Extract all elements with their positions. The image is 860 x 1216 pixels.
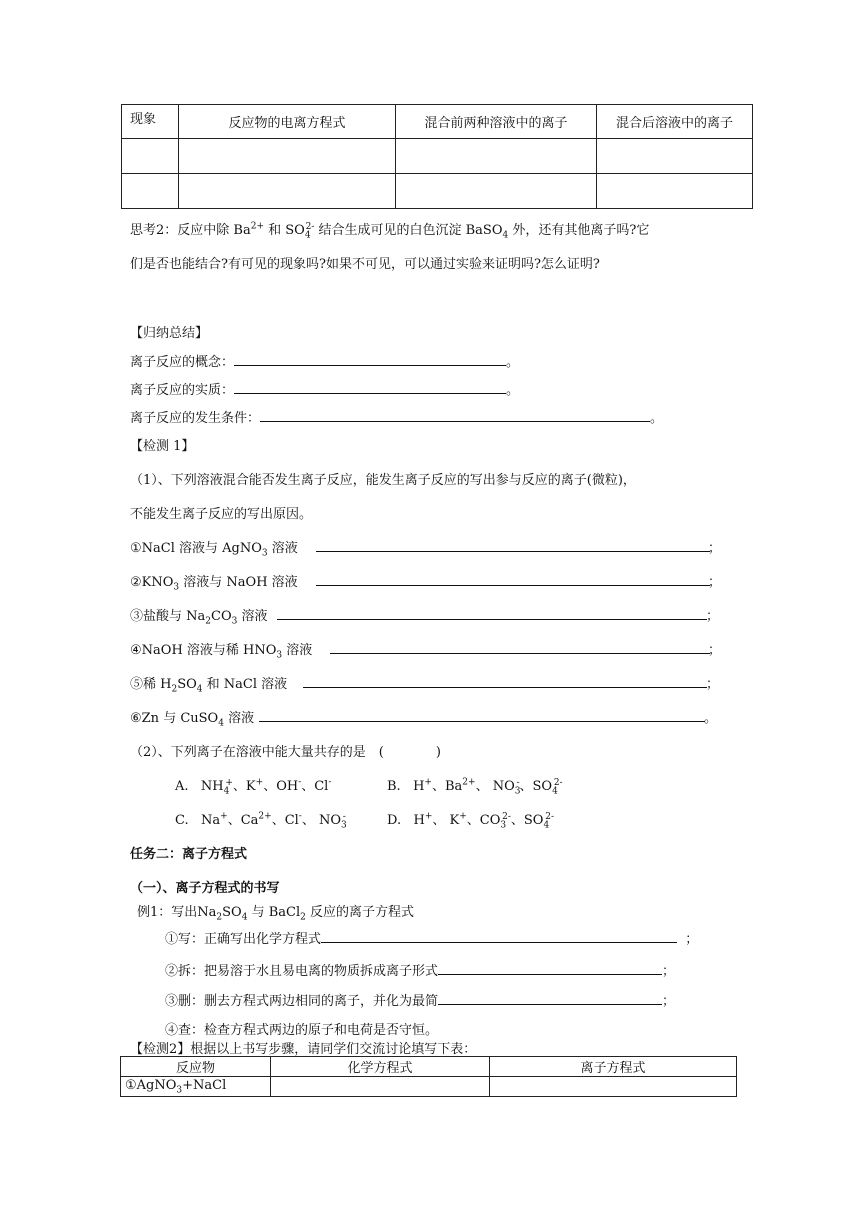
table-cell[interactable] (122, 174, 179, 209)
header-ionic-equation: 离子方程式 (490, 1057, 737, 1077)
table-row (121, 1077, 737, 1097)
answer-blank[interactable] (330, 653, 710, 654)
header-chemical-equation: 化学方程式 (271, 1057, 490, 1077)
answer-blank[interactable] (316, 585, 710, 586)
conditions-blank[interactable] (260, 420, 650, 422)
step-check: ④查：检查方程式两边的原子和电荷是否守恒。 (165, 1023, 439, 1038)
header-ionization-equation: 反应物的电离方程式 (179, 105, 396, 139)
check1-q1-line2: 不能发生离子反应的写出原因。 (130, 507, 313, 522)
table-row (122, 139, 753, 174)
answer-blank[interactable] (316, 551, 710, 552)
check1-item: ⑥Zn 与 CuSO$_4$ 溶液 (130, 711, 255, 729)
header-ions-after: 混合后溶液中的离子 (597, 105, 753, 139)
conditions-line: 离子反应的发生条件： 。 (130, 411, 664, 426)
line-end: ； (708, 541, 722, 556)
step-delete: ③删：删去方程式两边相同的离子，并化为最简 ； (165, 994, 676, 1009)
concept-line: 离子反应的概念： 。 (130, 355, 520, 370)
essence-line: 离子反应的实质： 。 (130, 383, 520, 398)
step-write-blank[interactable] (321, 941, 677, 943)
line-end: ； (706, 677, 720, 692)
table-row (122, 174, 753, 209)
check2-heading: 【检测2】根据以上书写步骤，请同学们交流讨论填写下表： (130, 1042, 477, 1057)
step-delete-blank[interactable] (438, 1003, 662, 1005)
step-write: ①写：正确写出化学方程式 ； (165, 932, 699, 947)
answer-blank[interactable] (259, 721, 705, 722)
check1-item: ①NaCl 溶液与 AgNO$_3$ 溶液 (130, 541, 298, 559)
check1-q2: （2）、下列离子在溶液中能大量共存的是 ( ) (130, 745, 441, 760)
reactant-cell: ①AgNO$_3$+NaCl (121, 1077, 271, 1097)
example1: 例1：写出$Na_2SO_4$ 与 BaCl$_2$ 反应的离子方程式 (137, 905, 415, 923)
task2-heading: 任务二：离子方程式 (130, 847, 248, 862)
header-ions-before: 混合前两种溶液中的离子 (396, 105, 597, 139)
option-d: D. H+、 K+、$CO_3^{2-}$、$SO_4^{2-}$ (387, 811, 554, 831)
line-end: ； (708, 575, 722, 590)
answer-blank[interactable] (303, 687, 707, 688)
answer-blank[interactable] (277, 619, 707, 620)
step-split-blank[interactable] (438, 973, 662, 975)
option-c: C. Na+、$Ca^{2+}$、Cl-、 $NO_3^-$ (175, 811, 347, 831)
check1-item: ③盐酸与 $Na_2CO_3$ 溶液 (130, 609, 268, 627)
header-phenomenon: 现象 (122, 105, 179, 139)
table-cell[interactable] (396, 174, 597, 209)
summary-heading: 【归纳总结】 (130, 326, 209, 341)
check1-item: $②KNO_3$ 溶液与 NaOH 溶液 (130, 575, 298, 593)
table-cell[interactable] (179, 139, 396, 174)
table-cell[interactable] (396, 139, 597, 174)
task2-sub1: （一）、离子方程式的书写 (130, 881, 280, 896)
line-end: 。 (704, 711, 718, 726)
check1-heading: 【检测 1】 (130, 439, 195, 454)
observation-table (121, 104, 753, 209)
option-a: A. $NH_4^+$、K+、OH-、Cl- (175, 777, 332, 797)
option-b: B. H+、$Ba^{2+}$、 $NO_3^-$、$SO_4^{2-}$ (387, 777, 563, 797)
header-reactants: 反应物 (121, 1057, 271, 1077)
step-split: ②拆：把易溶于水且易电离的物质拆成离子形式 ； (165, 964, 676, 979)
check1-item: ⑤稀 $H_2SO_4$ 和 NaCl 溶液 (130, 677, 288, 695)
table-cell[interactable] (122, 139, 179, 174)
line-end: ； (706, 609, 720, 624)
line-end: ； (708, 643, 722, 658)
table-cell[interactable] (597, 174, 753, 209)
check2-table (120, 1056, 737, 1097)
table-cell[interactable] (597, 139, 753, 174)
table-cell[interactable] (490, 1077, 737, 1097)
check1-q1-line1: （1）、下列溶液混合能否发生离子反应，能发生离子反应的写出参与反应的离子(微粒)， (130, 473, 636, 488)
concept-blank[interactable] (234, 364, 506, 366)
table-cell[interactable] (271, 1077, 490, 1097)
table-cell[interactable] (179, 174, 396, 209)
think2-line2: 们是否也能结合?有可见的现象吗?如果不可见，可以通过实验来证明吗?怎么证明? (130, 257, 600, 272)
check1-item: ④NaOH 溶液与稀 $HNO_3$ 溶液 (130, 643, 313, 661)
think2-line1: 思考2：反应中除 $Ba^{2+}$ 和 $SO_4^{2-}$ 结合生成可见的白色沉淀 BaSO$_4$ 外，还有其他离子吗?它 (130, 221, 650, 241)
essence-blank[interactable] (234, 392, 506, 394)
